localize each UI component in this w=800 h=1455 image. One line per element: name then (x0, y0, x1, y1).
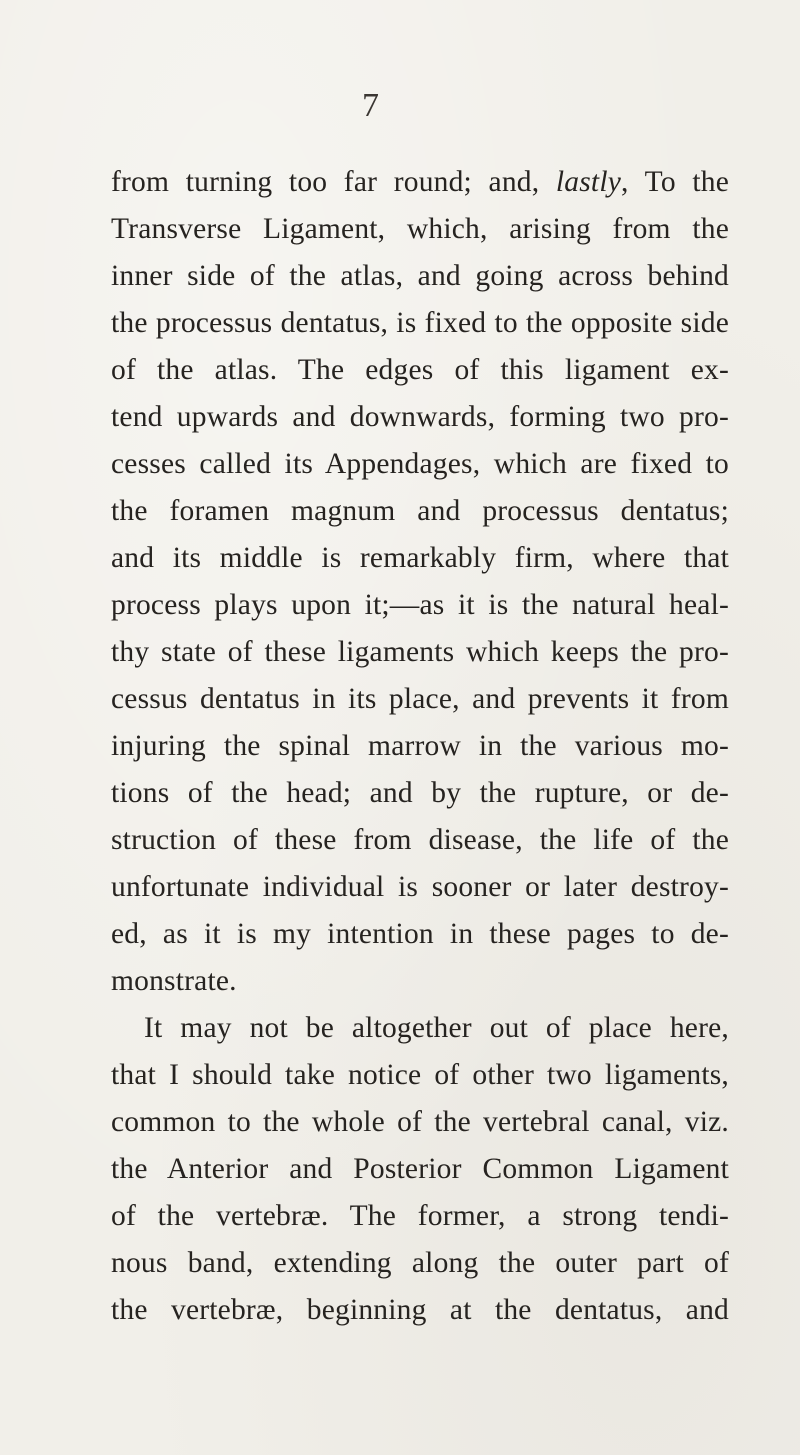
page-number: 7 (362, 87, 379, 124)
text-line-21: common to the whole of the vertebral canal, viz. (111, 1106, 729, 1138)
text-line-1: from turning too far round; and, lastly, To the (111, 166, 729, 198)
text-line-13: injuring the spinal marrow in the various mo- (111, 730, 729, 762)
text-line-2: Transverse Ligament, which, arising from the (111, 213, 729, 245)
text-line-3: inner side of the atlas, and going across behind (111, 260, 729, 292)
text-line-18: monstrate. (111, 965, 237, 997)
text-line-7: cesses called its Appendages, which are fixed to (111, 448, 729, 480)
text-line-19: It may not be altogether out of place here, (144, 1012, 729, 1044)
text-line-17: ed, as it is my intention in these pages to de- (111, 918, 729, 950)
text-line-10: process plays upon it;—as it is the natural heal- (111, 589, 729, 621)
text-line-8: the foramen magnum and processus dentatus; (111, 495, 729, 527)
text-line-6: tend upwards and downwards, forming two pro- (111, 401, 729, 433)
text-line-15: struction of these from disease, the life of the (111, 824, 729, 856)
text-line-9: and its middle is remarkably firm, where that (111, 542, 729, 574)
text-line-14: tions of the head; and by the rupture, or de- (111, 777, 729, 809)
emphasis-lastly: lastly (555, 166, 622, 198)
text-line-5: of the atlas. The edges of this ligament ex- (111, 354, 729, 386)
text-line-16: unfortunate individual is sooner or later destroy- (111, 871, 729, 903)
text-line-25: the vertebræ, beginning at the dentatus, and (111, 1294, 729, 1326)
text-line-24: nous band, extending along the outer part of (111, 1247, 729, 1279)
text-line-11: thy state of these ligaments which keeps the pro- (111, 636, 729, 668)
text-line-22: the Anterior and Posterior Common Ligament (111, 1153, 729, 1185)
text-line-20: that I should take notice of other two ligaments, (111, 1059, 729, 1091)
text-line-12: cessus dentatus in its place, and prevents it from (111, 683, 729, 715)
body-text (111, 159, 729, 1334)
text-line-23: of the vertebræ. The former, a strong tendi- (111, 1200, 729, 1232)
text-line-4: the processus dentatus, is fixed to the opposite side (111, 307, 729, 339)
